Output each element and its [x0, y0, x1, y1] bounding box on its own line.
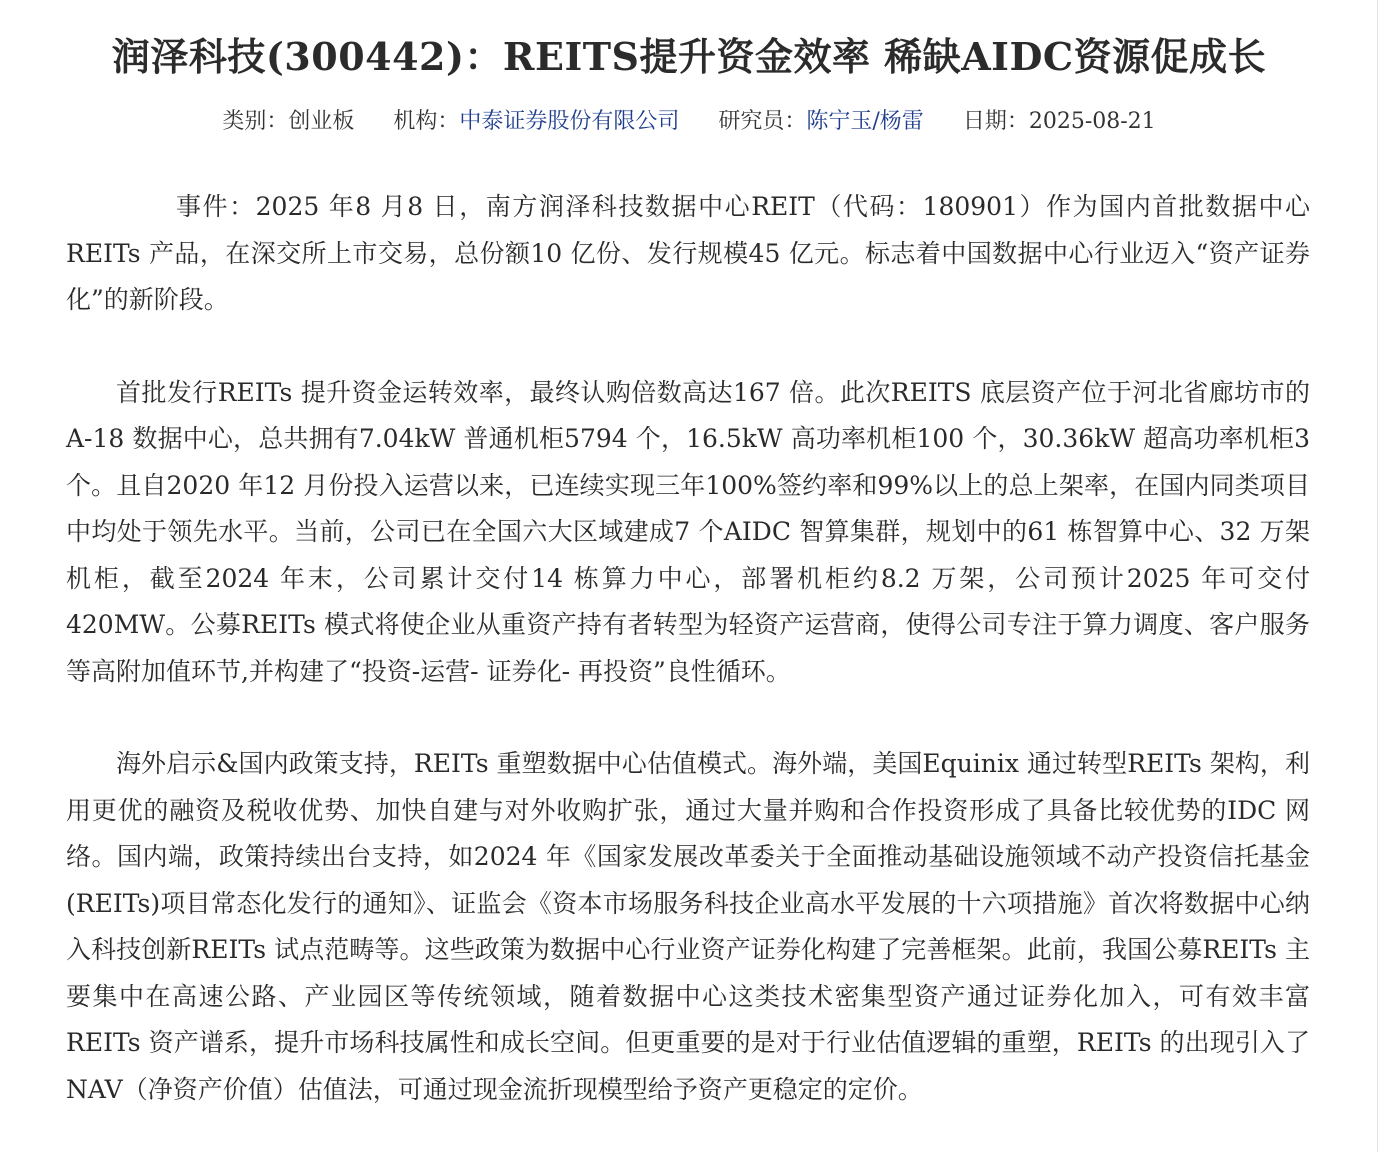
date-meta [963, 109, 1156, 134]
paragraph-event: 事件：2025 年8 月8 日，南方润泽科技数据中心REIT（代码：180901）作为国内首批数据中心REITs 产品，在深交所上市交易，总份额10 亿份、发行规模45 亿元。标志着中国数据中心行业迈入“资产证券化”的新阶段。 [66, 192, 1310, 314]
researcher-link[interactable]: 陈宁玉/杨雷 [806, 109, 924, 134]
researcher-label: 研究员： [718, 109, 807, 134]
article-body [66, 184, 1310, 1159]
institution-link[interactable]: 中泰证券股份有限公司 [459, 109, 680, 134]
article-meta [0, 104, 1378, 135]
researcher-meta [718, 109, 930, 134]
category-value: 创业板 [288, 109, 355, 134]
paragraph-reits-efficiency: 首批发行REITs 提升资金运转效率，最终认购倍数高达167 倍。此次REITS 底层资产位于河北省廊坊市的A-18 数据中心，总共拥有7.04kW 普通机柜5794 个，16.5kW 高功率机柜100 个，30.36kW 超高功率机柜3 个。且自2020 年12 月份投入运营以来，已连续实现三年100%签约率和99%以上的总上架率，在国内同类项目中均处于领先水平。当前，公司已在全国六大区域建成7 个AIDC 智算集群，规划中的61 栋智算中心、32 万架机柜，截至2024 年末，公司累计交付14 栋算力中心，部署机柜约8.2 万架，公司预计2025 年可交付420MW。公募REITs 模式将使企业从重资产持有者转型为轻资产运营商，使得公司专注于算力调度、客户服务等高附加值环节,并构建了“投资-运营- 证券化- 再投资”良性循环。 [66, 377, 1310, 686]
page-title: 润泽科技(300442)：REITS提升资金效率 稀缺AIDC资源促成长 [111, 34, 1267, 79]
institution-meta [393, 109, 686, 134]
date-value: 2025-08-21 [1028, 109, 1156, 134]
institution-label: 机构： [393, 109, 460, 134]
date-label: 日期： [962, 109, 1029, 134]
paragraph-policy-support: 海外启示&国内政策支持，REITs 重塑数据中心估值模式。海外端，美国Equinix 通过转型REITs 架构，利用更优的融资及税收优势、加快自建与对外收购扩张，通过大量并购和合作投资形成了具备比较优势的IDC 网络。国内端，政策持续出台支持，如2024 年《国家发展改革委关于全面推动基础设施领域不动产投资信托基金(REITs)项目常态化发行的通知》、证监会《资本市场服务科技企业高水平发展的十六项措施》首次将数据中心纳入科技创新REITs 试点范畴等。这些政策为数据中心行业资产证券化构建了完善框架。此前，我国公募REITs 主要集中在高速公路、产业园区等传统领域，随着数据中心这类技术密集型资产通过证券化加入，可有效丰富REITs 资产谱系，提升市场科技属性和成长空间。但更重要的是对于行业估值逻辑的重塑，REITs 的出现引入了NAV（净资产价值）估值法，可通过现金流折现模型给予资产更稳定的定价。 [66, 749, 1310, 1104]
category-meta [222, 109, 361, 134]
category-label: 类别： [222, 109, 289, 134]
